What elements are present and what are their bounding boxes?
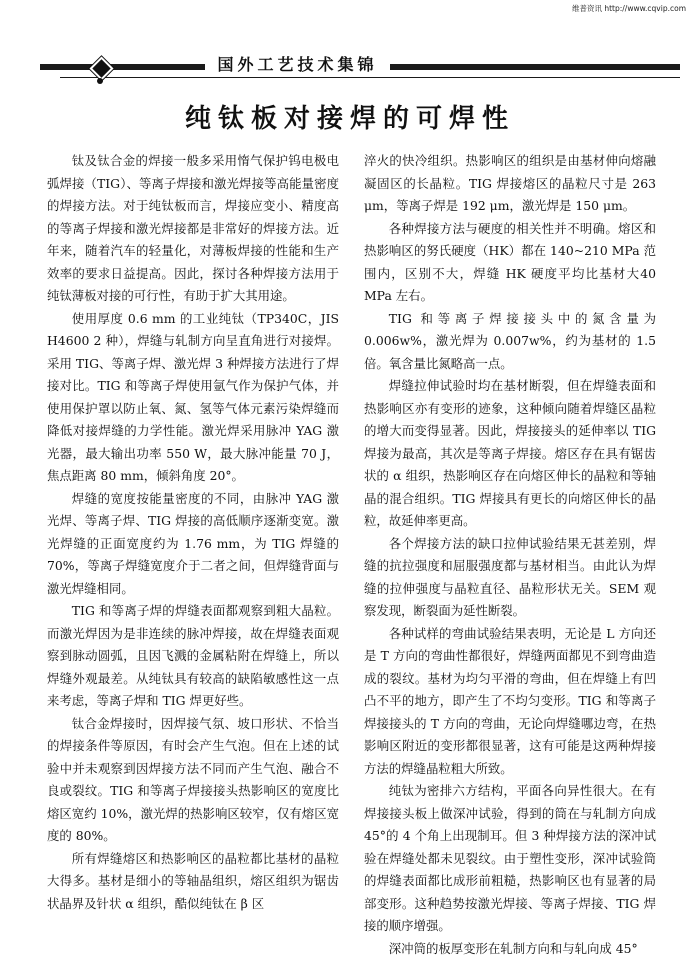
right-column (364, 150, 656, 960)
paragraph: 使用厚度 0.6 mm 的工业纯钛（TP340C，JIS H4600 2 种），焊缝与轧制方向呈直角进行对接焊。采用 TIG、等离子焊、激光焊 3 种焊接方法进行了焊接对比。TIG 和等离子焊使用氩气作为保护气体，并使用保护罩以防止氧、氮、氢等气体元素污染焊缝而降低对接焊缝的力学性能。激光焊采用脉冲 YAG 激光器，最大输出功率 550 W，最大脉冲能量 70 J，焦点距离 80 mm，倾斜角度 20°。 (47, 308, 339, 488)
paragraph-continuation: 淬火的快冷组织。热影响区的组织是由基材伸向熔融凝固区的长晶粒。TIG 焊接熔区的晶粒尺寸是 263 μm，等离子焊是 192 μm，激光焊是 150 μm。 (364, 150, 656, 218)
paragraph: 焊缝的宽度按能量密度的不同，由脉冲 YAG 激光焊、等离子焊、TIG 焊接的高低顺序逐渐变宽。激光焊缝的正面宽度约为 1.76 mm，为 TIG 焊缝的 70%，等离子焊缝宽度介于二者之间，但焊缝背面与激光焊缝相同。 (47, 488, 339, 601)
paragraph: 深冲筒的板厚变形在轧制方向和与轧向成 45° (364, 938, 656, 960)
paragraph: 各种焊接方法与硬度的相关性并不明确。熔区和热影响区的努氏硬度（HK）都在 140~210 MPa 范围内，区别不大，焊缝 HK 硬度平均比基材大40 MPa 左右。 (364, 218, 656, 308)
paragraph: TIG 和等离子焊的焊缝表面都观察到粗大晶粒。而激光焊因为是非连续的脉冲焊接，故在焊缝表面观察到脉动圆弧，且因飞溅的金属粘附在焊缝上，所以焊缝外观最差。从纯钛具有较高的缺陷敏感性这一点来考虑，等离子焊和 TIG 焊更好些。 (47, 600, 339, 713)
watermark: 维普资讯 http://www.cqvip.com (572, 3, 686, 14)
paragraph: 所有焊缝熔区和热影响区的晶粒都比基材的晶粒大得多。基材是细小的等轴晶组织，熔区组织为锯齿状晶界及针状 α 组织，酷似纯钛在 β 区 (47, 848, 339, 916)
article-title: 纯钛板对接焊的可焊性 (0, 98, 700, 135)
banner-thin-rule (60, 77, 680, 78)
paragraph: 钛及钛合金的焊接一般多采用惰气保护钨电极电弧焊接（TIG）、等离子焊接和激光焊接等高能量密度的焊接方法。对于纯钛板而言，焊接应变小、精度高的等离子焊接和激光焊接都是非常好的焊接方法。近年来，随着汽车的轻量化，对薄板焊接的性能和生产效率的要求日益提高。因此，探讨各种焊接方法用于纯钛薄板对接的可行性，有助于扩大其用途。 (47, 150, 339, 308)
paragraph: 焊缝拉伸试验时均在基材断裂，但在焊缝表面和热影响区亦有变形的迹象，这种倾向随着焊缝区晶粒的增大而变得显著。因此，焊接接头的延伸率以 TIG 焊接为最高，其次是等离子焊接。熔区存在具有锯齿状的 α 组织，热影响区存在向熔区伸长的晶粒和等轴晶的混合组织。TIG 焊接具有更长的向熔区伸长的晶粒，故延伸率更高。 (364, 375, 656, 533)
paragraph: 纯钛为密排六方结构，平面各向异性很大。在有焊接接头板上做深冲试验，得到的筒在与轧制方向成 45°的 4 个角上出现制耳。但 3 种焊接方法的深冲试验在焊缝处都未见裂纹。由于塑性变形，深冲试验筒的焊缝表面都比成形前粗糙，热影响区也有显著的局部变形。这种趋势按激光焊接、等离子焊接、TIG 焊接的顺序增强。 (364, 780, 656, 938)
paragraph: 各种试样的弯曲试验结果表明，无论是 L 方向还是 T 方向的弯曲性都很好，焊缝两面都见不到弯曲造成的裂纹。基材为均匀平滑的弯曲，但在焊缝上有凹凸不平的地方，即产生了不均匀变形。TIG 和等离子焊接接头的 T 方向的弯曲，无论向焊缝哪边弯，在热影响区附近的变形都很显著，这有可能是这两种焊接方法的焊缝晶粒粗大所致。 (364, 623, 656, 781)
dot-ornament-icon (97, 78, 103, 84)
paragraph: 各个焊接方法的缺口拉伸试验结果无甚差别，焊缝的抗拉强度和屈服强度都与基材相当。由此认为焊缝的拉伸强度与晶粒直径、晶粒形状无关。SEM 观察发现，断裂面为延性断裂。 (364, 533, 656, 623)
section-banner (0, 46, 700, 88)
left-column (47, 150, 339, 915)
paragraph: TIG 和等离子焊接接头中的氮含量为0.006w%，激光焊为 0.007w%，约为基材的 1.5 倍。氧含量比氮略高一点。 (364, 308, 656, 376)
paragraph: 钛合金焊接时，因焊接气氛、坡口形状、不恰当的焊接条件等原因，有时会产生气泡。但在上述的试验中并未观察到因焊接方法不同而产生气泡、融合不良或裂纹。TIG 和等离子焊接接头热影响区的宽度比熔区宽约 10%，激光焊的热影响区较窄，仅有熔区宽度的 80%。 (47, 713, 339, 848)
section-banner-label: 国外工艺技术集锦 (205, 53, 390, 77)
